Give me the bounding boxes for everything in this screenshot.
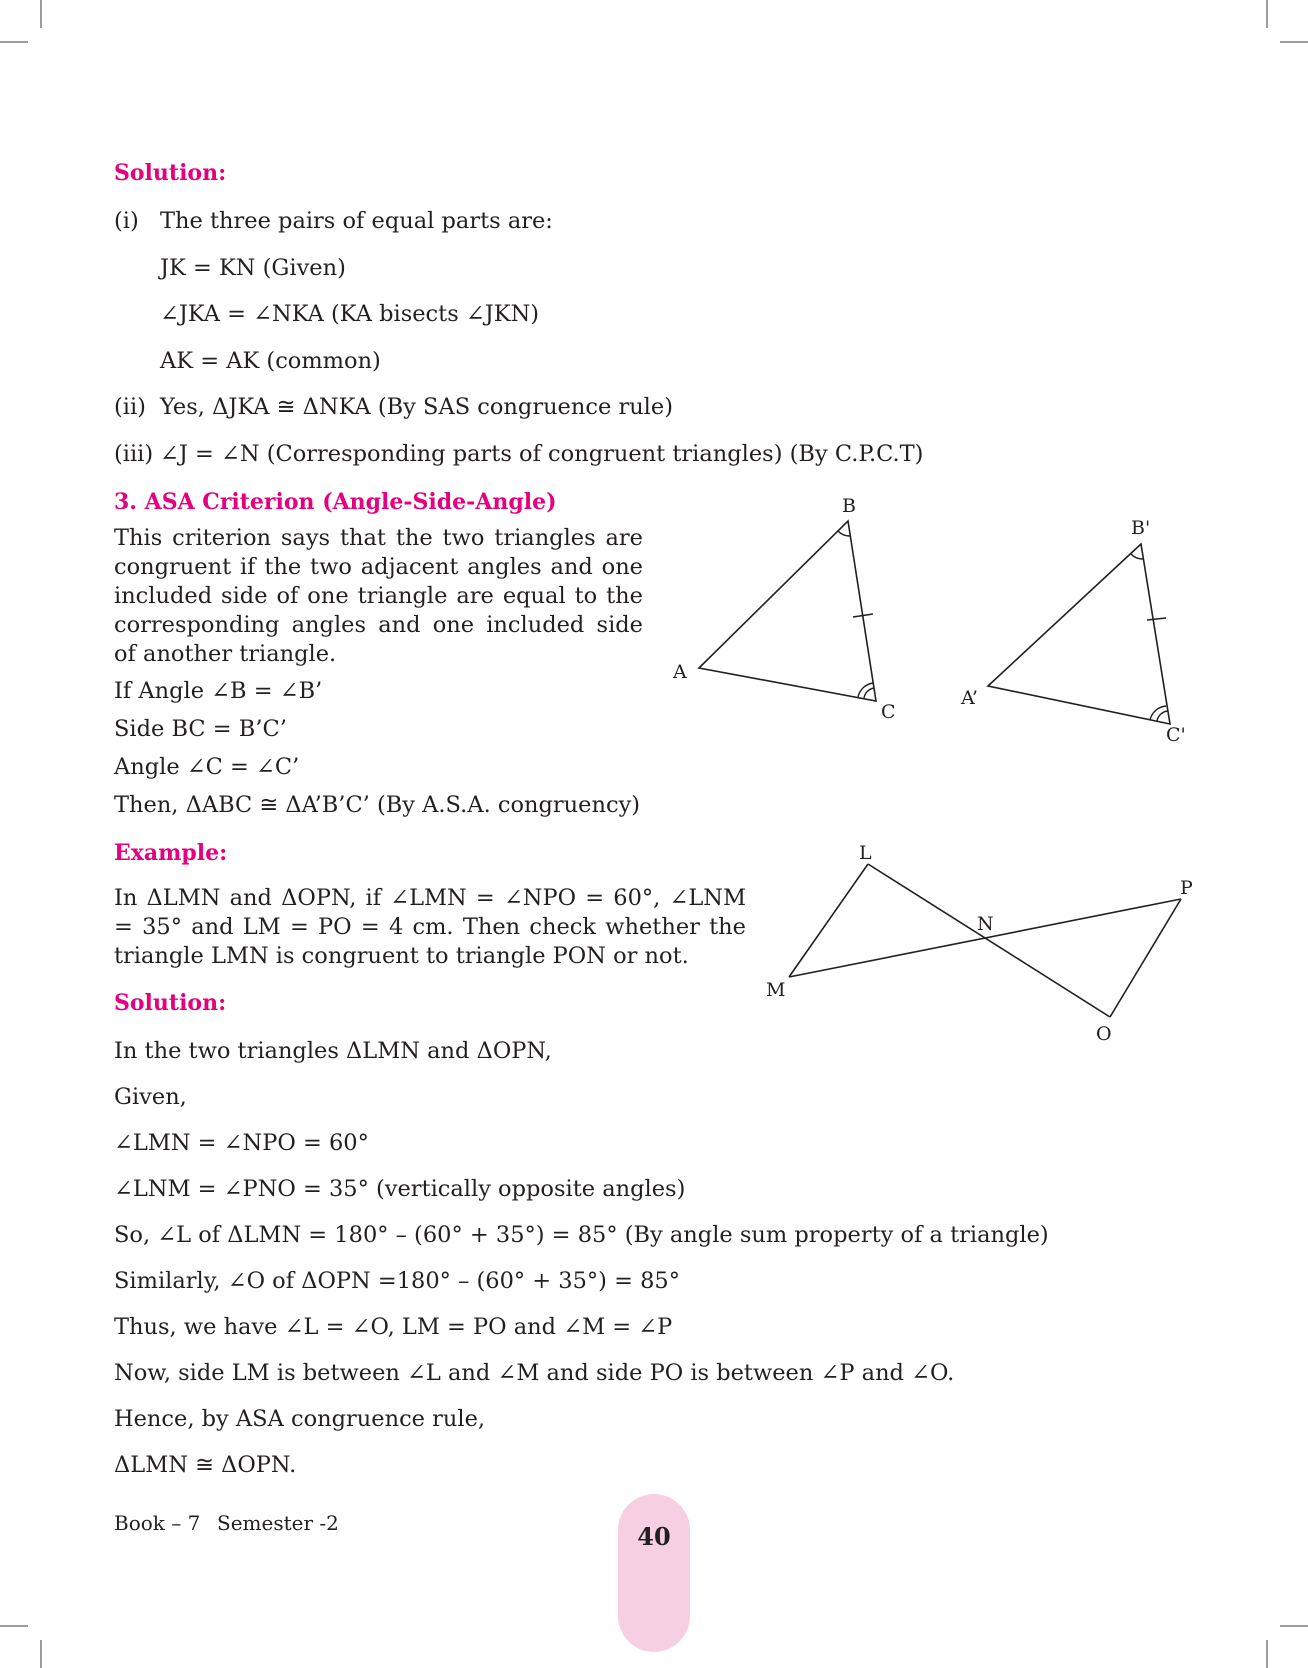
statement-line: Angle ∠C = ∠C’: [114, 754, 300, 780]
crop-mark: [1280, 1625, 1308, 1627]
statement-line: If Angle ∠B = ∠B’: [114, 678, 323, 704]
vertex-label-p: P: [1180, 877, 1193, 899]
example-heading: Example:: [114, 840, 228, 866]
example-text: In ΔLMN and ΔOPN, if ∠LMN = ∠NPO = 60°, ∠LNM = 35° and LM = PO = 4 cm. Then check whether the triangle LMN is congruent to triangle PON or not.: [114, 885, 746, 969]
vertex-label-c: C: [881, 701, 896, 723]
vertex-label-c-prime: C': [1166, 724, 1186, 746]
solution-line: ∠LMN = ∠NPO = 60°: [114, 1130, 369, 1156]
solution-line: Now, side LM is between ∠L and ∠M and side PO is between ∠P and ∠O.: [114, 1360, 955, 1386]
criterion-paragraph: This criterion says that the two triangles are congruent if the two adjacent angles and one included side of one triangle are equal to the corresponding angles and one included side of another triangle.: [114, 525, 643, 667]
vertex-label-l: L: [859, 842, 872, 864]
crop-mark: [40, 1640, 42, 1668]
solution-heading: Solution:: [114, 990, 227, 1016]
vertex-label-o: O: [1096, 1023, 1112, 1045]
segment-lo: [868, 864, 1110, 1017]
item-number: (ii): [114, 394, 146, 420]
page-number-tab: [618, 1494, 690, 1652]
segment-lm: [789, 864, 868, 977]
crop-mark: [1280, 41, 1308, 43]
footer-book: Book – 7: [114, 1511, 201, 1535]
crop-mark: [0, 41, 28, 43]
vertex-label-b-prime: B': [1131, 517, 1151, 539]
statement-line: ∠JKA = ∠NKA (KA bisects ∠JKN): [160, 301, 540, 327]
solution-line: Similarly, ∠O of ΔOPN =180° – (60° + 35°) = 85°: [114, 1268, 680, 1294]
solution-line: ΔLMN ≅ ΔOPN.: [114, 1452, 297, 1478]
tick-mark: [1147, 618, 1166, 620]
asa-triangles-figure: [660, 490, 1220, 750]
angle-b2-arc: [1131, 554, 1143, 559]
crop-mark: [40, 0, 42, 28]
angle-b-arc: [838, 531, 850, 536]
item-number: (i): [114, 208, 139, 234]
solution-heading: Solution:: [114, 160, 227, 186]
statement-line: Then, ΔABC ≅ ΔA’B’C’ (By A.S.A. congruency): [114, 792, 641, 818]
statement-line: AK = AK (common): [160, 348, 381, 374]
page-number: 40: [637, 1522, 671, 1551]
vertex-label-n: N: [977, 913, 994, 935]
crop-mark: [1266, 0, 1268, 28]
vertex-label-a-prime: A’: [961, 687, 978, 709]
triangle-abc: [699, 521, 876, 701]
crop-mark: [0, 1625, 28, 1627]
solution-line: Thus, we have ∠L = ∠O, LM = PO and ∠M = ∠P: [114, 1314, 673, 1340]
item-text: ∠J = ∠N (Corresponding parts of congruent triangles) (By C.P.C.T): [160, 441, 924, 467]
angle-c-arc: [864, 688, 874, 698]
solution-line: So, ∠L of ΔLMN = 180° – (60° + 35°) = 85° (By angle sum property of a triangle): [114, 1222, 1049, 1248]
solution-line: Hence, by ASA congruence rule,: [114, 1406, 486, 1432]
item-text: The three pairs of equal parts are:: [160, 208, 553, 234]
solution-line: In the two triangles ΔLMN and ΔOPN,: [114, 1038, 552, 1064]
lmn-opn-figure: [760, 840, 1210, 1050]
vertex-label-m: M: [766, 979, 786, 1001]
crop-mark: [1266, 1640, 1268, 1668]
item-number: (iii): [114, 441, 154, 467]
vertex-label-b: B: [842, 495, 856, 517]
segment-po: [1110, 899, 1181, 1017]
statement-line: JK = KN (Given): [160, 255, 346, 281]
solution-line: Given,: [114, 1084, 187, 1110]
vertex-label-a: A: [673, 661, 687, 683]
angle-c2-arc: [1157, 711, 1168, 721]
solution-line: ∠LNM = ∠PNO = 35° (vertically opposite angles): [114, 1176, 686, 1202]
section-heading: 3. ASA Criterion (Angle-Side-Angle): [114, 489, 557, 515]
triangle-a2b2c2: [988, 544, 1170, 724]
statement-line: Side BC = B’C’: [114, 716, 287, 742]
footer-semester: Semester -2: [217, 1511, 339, 1535]
item-text: Yes, ΔJKA ≅ ΔNKA (By SAS congruence rule): [160, 394, 673, 420]
